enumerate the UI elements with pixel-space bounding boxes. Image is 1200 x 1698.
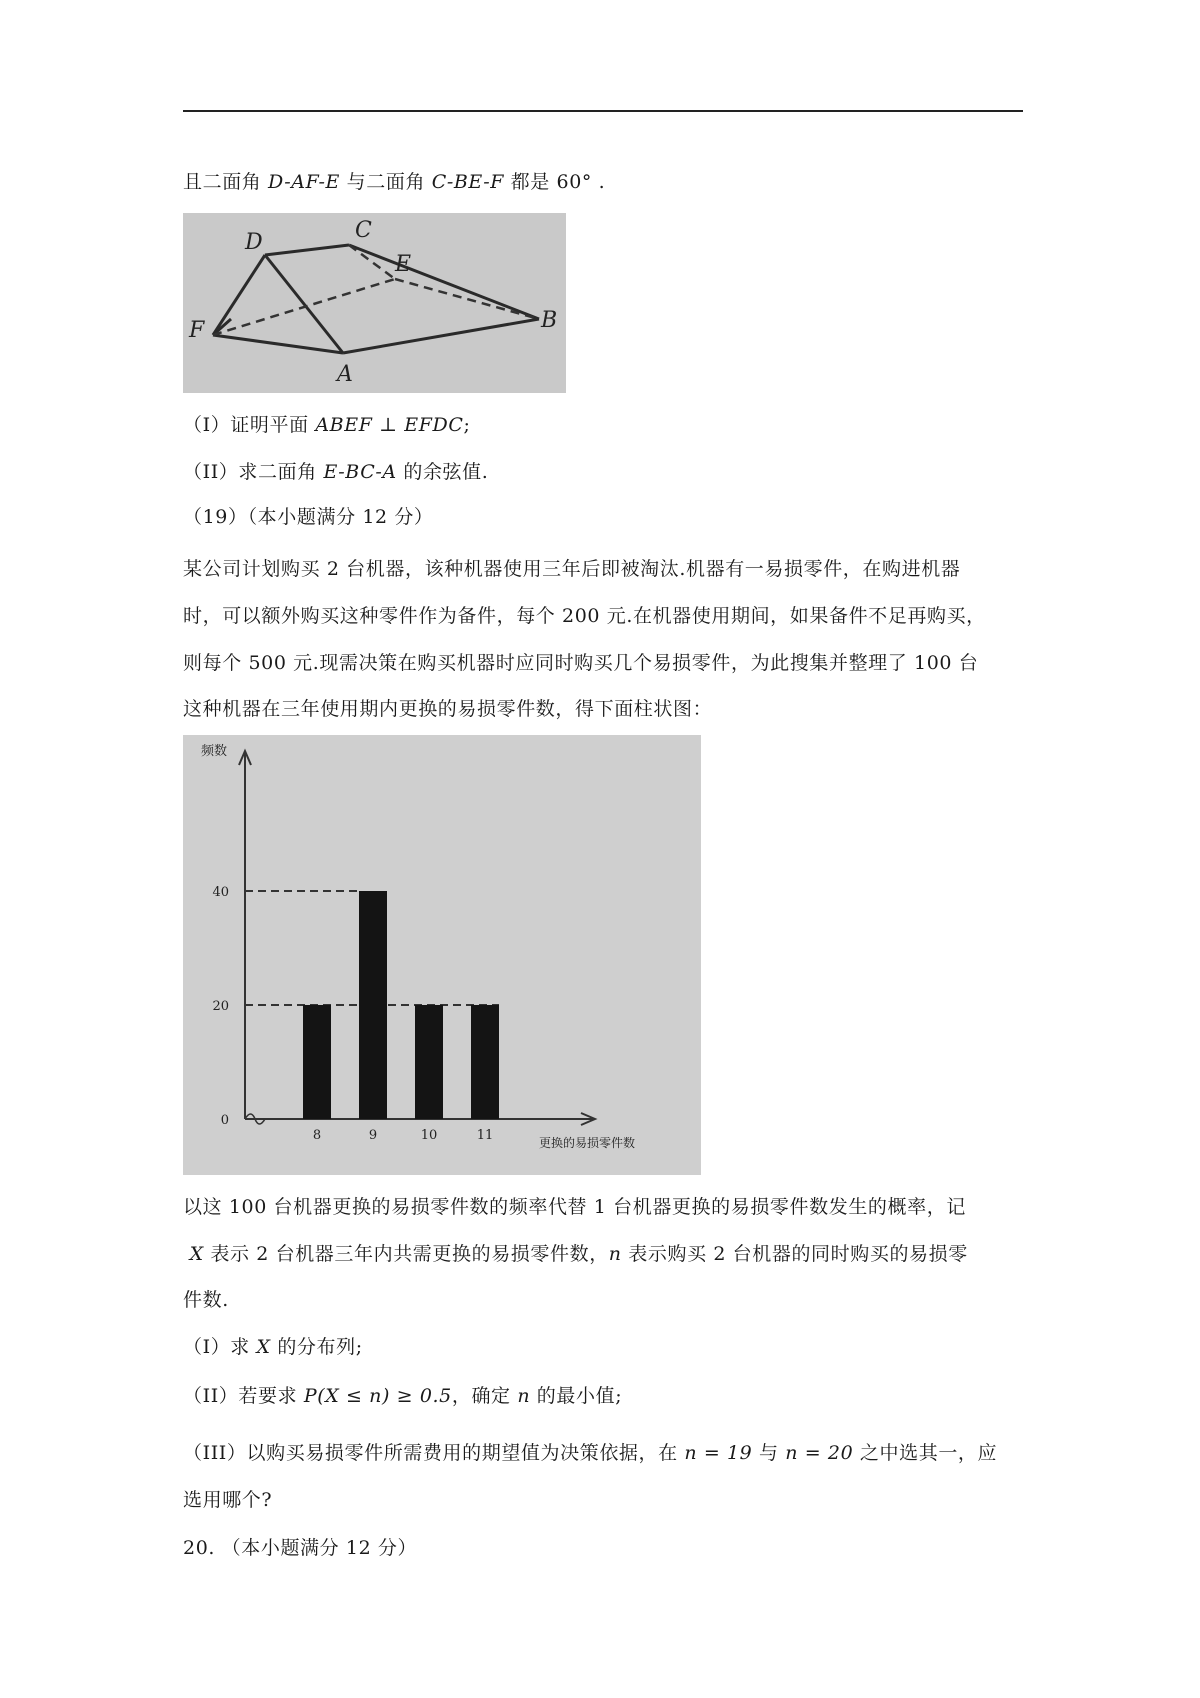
q19-after-line-3: 件数.	[183, 1289, 229, 1311]
q19-part3-mid: 与	[752, 1442, 786, 1464]
vertex-label-f: F	[189, 318, 205, 343]
bar-8	[303, 1005, 331, 1119]
geometry-figure	[183, 213, 566, 393]
q19-part2-end: 的最小值;	[530, 1385, 623, 1407]
q19-heading: （19）（本小题满分 12 分）	[183, 506, 434, 528]
y-tick-label: 40	[212, 885, 229, 900]
vertex-label-e: E	[395, 252, 412, 277]
q19-after-line-2	[183, 1237, 1023, 1271]
header-rule	[183, 110, 1023, 112]
q19-part3-line2: 选用哪个?	[183, 1489, 273, 1511]
part2-label: （II）求二面角	[183, 461, 324, 483]
y-tick-label: 20	[212, 999, 229, 1014]
part2-end: 的余弦值.	[396, 461, 489, 483]
vertex-label-c: C	[355, 218, 372, 243]
q19-part1-label: （I）求	[183, 1336, 257, 1358]
q18-intro-text: 且二面角	[183, 171, 269, 193]
q18-part2	[183, 455, 1023, 489]
q19-part2-n: n	[517, 1385, 531, 1407]
x-tick-label: 10	[420, 1128, 438, 1143]
q19-part3-label: （III）以购买易损零件所需费用的期望值为决策依据，在	[183, 1442, 685, 1464]
q20-heading: 20. （本小题满分 12 分）	[183, 1537, 418, 1559]
q19-para-line-2: 时，可以额外购买这种零件作为备件，每个 200 元.在机器使用期间，如果备件不足再购买，	[183, 605, 986, 627]
var-x: X	[189, 1243, 204, 1265]
n-equals-20: n = 20	[785, 1442, 854, 1464]
q19-part2-label: （II）若要求	[183, 1385, 304, 1407]
plane-efdc: EFDC	[404, 414, 464, 436]
q19-part3	[183, 1436, 1023, 1470]
probability-formula: P(X ≤ n) ≥ 0.5	[303, 1385, 452, 1407]
vertex-label-b: B	[541, 308, 558, 333]
bar-11	[471, 1005, 499, 1119]
q18-intro-post: 都是 60° .	[504, 171, 606, 193]
dihedral-angle-2: C-BE-F	[431, 171, 505, 193]
vertex-label-a: A	[337, 362, 353, 387]
q18-intro-mid: 与二面角	[340, 171, 432, 193]
q19-para-line-3: 则每个 500 元.现需决策在购买机器时应同时购买几个易损零件，为此搜集并整理了 100 台	[183, 652, 979, 674]
perp-symbol: ⊥	[372, 414, 405, 436]
y-axis-title: 频数	[201, 744, 228, 759]
q19-part1-var: X	[256, 1336, 271, 1358]
bar-9	[359, 891, 387, 1119]
q19-para-line-1: 某公司计划购买 2 台机器，该种机器使用三年后即被淘汰.机器有一易损零件，在购进机器	[183, 558, 961, 580]
x-tick-label: 11	[476, 1128, 494, 1143]
bar-chart	[183, 735, 701, 1175]
x-tick-label: 8	[312, 1128, 322, 1143]
q19-part2	[183, 1379, 1023, 1413]
x-tick-label: 9	[368, 1128, 378, 1143]
q19-para-line-4: 这种机器在三年使用期内更换的易损零件数，得下面柱状图：	[183, 698, 713, 720]
part1-end: ;	[463, 414, 471, 436]
bar-10	[415, 1005, 443, 1119]
q19-part1-end: 的分布列;	[270, 1336, 363, 1358]
q18-intro	[183, 165, 1023, 199]
q19-part3-end: 之中选其一，应	[853, 1442, 998, 1464]
var-n: n	[608, 1243, 622, 1265]
q19-after-line-1: 以这 100 台机器更换的易损零件数的频率代替 1 台机器更换的易损零件数发生的概率，记	[183, 1196, 966, 1218]
q19-part1	[183, 1330, 1023, 1364]
part1-label: （I）证明平面	[183, 414, 316, 436]
n-equals-19: n = 19	[684, 1442, 753, 1464]
bar-chart-svg	[183, 735, 701, 1175]
plane-abef: ABEF	[315, 414, 373, 436]
q18-part1	[183, 408, 1023, 442]
geometry-figure-svg	[183, 213, 566, 393]
y-tick-label: 0	[220, 1113, 229, 1128]
q19-part2-mid: ，确定	[451, 1385, 518, 1407]
x-axis-title: 更换的易损零件数	[539, 1136, 636, 1150]
vertex-label-d: D	[245, 230, 263, 255]
dihedral-angle-ebca: E-BC-A	[323, 461, 397, 483]
after-line-2-b: 表示购买 2 台机器的同时购买的易损零	[621, 1243, 968, 1265]
after-line-2-a: 表示 2 台机器三年内共需更换的易损零件数，	[203, 1243, 609, 1265]
dihedral-angle-1: D-AF-E	[268, 171, 340, 193]
